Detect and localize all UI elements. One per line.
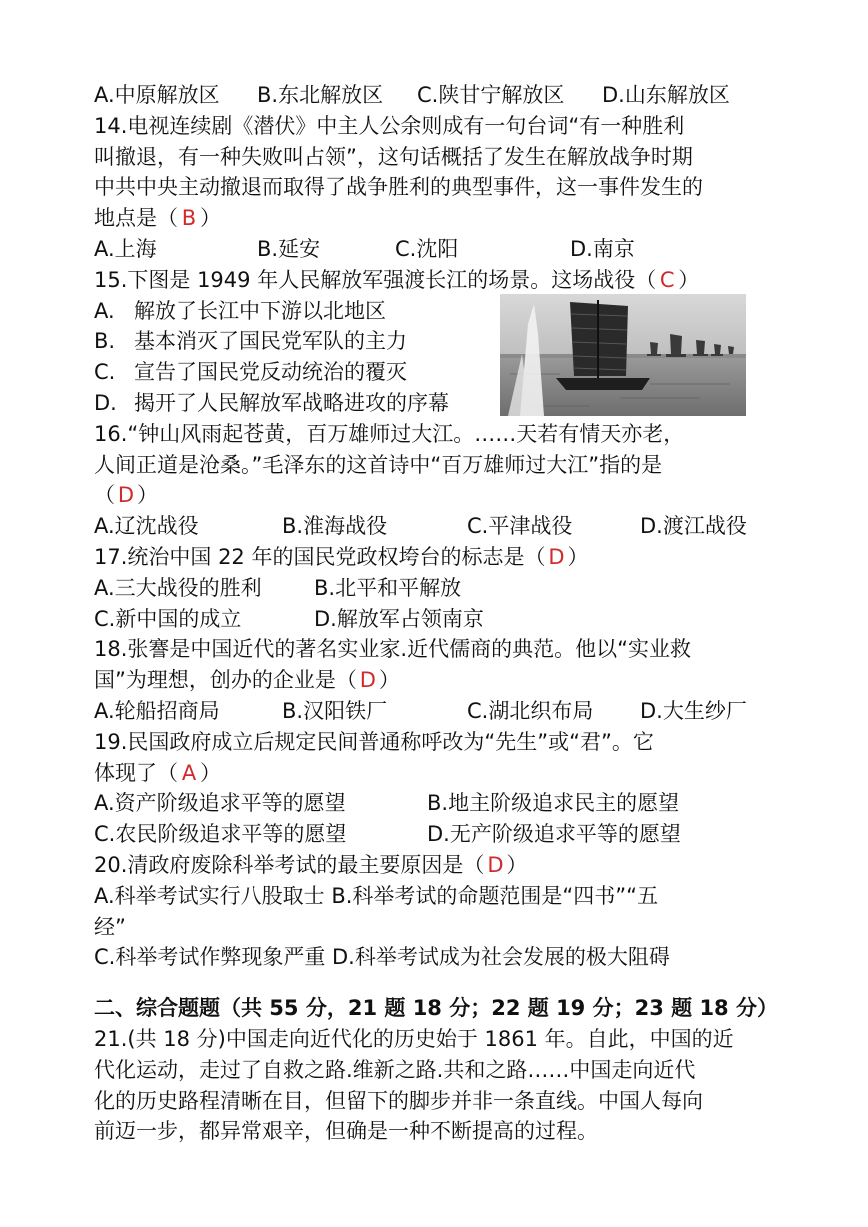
q19-options-row-1 [94,788,794,819]
q19-option-b: B.地主阶级追求民主的愿望 [427,791,680,816]
q13-option-a: A.中原解放区 [94,83,220,107]
q18-option-d: D.大生纱厂 [640,698,747,723]
q14-stem-line-1: 14.电视连续剧《潜伏》中主人公余则成有一句台词“有一种胜利 [94,113,685,138]
q16-option-c: C.平津战役 [467,514,573,539]
section-gap [94,973,794,993]
q18-stem-line-2 [94,665,794,696]
q19-option-a: A.资产阶级追求平等的愿望 [94,791,346,816]
q17-suffix: ） [567,544,589,569]
q15-option-a-text: 解放了长江中下游以北地区 [134,298,386,323]
q20-options-line-3: C.科举考试作弊现象严重 D.科举考试成为社会发展的极大阻碍 [94,945,670,970]
q16-prefix: （ [94,483,115,508]
q21-line-3: 化的历史路程清晰在目，但留下的脚步并非一条直线。中国人每向 [94,1088,703,1113]
q18-option-c: C.湖北织布局 [467,698,594,723]
q20-answer: D [487,852,504,877]
q17-option-d: D.解放军占领南京 [314,606,484,631]
q14-option-a: A.上海 [94,236,157,261]
q15-option-c-tag: C. [94,360,116,385]
q20-options-line-1: A.科举考试实行八股取士 B.科举考试的命题范围是“四书”“五 [94,883,659,908]
q21-line-1: 21.(共 18 分)中国走向近代化的历史始于 1861 年。自此，中国的近 [94,1026,734,1051]
yangtze-crossing-photo [500,294,746,416]
q14-option-c: C.沈阳 [395,236,459,261]
q16-option-d: D.渡江战役 [640,514,747,539]
q14-answer: B [181,206,197,231]
q19-stem-line-1: 19.民国政府成立后规定民间普通称呼改为“先生”或“君”。它 [94,729,654,754]
q15-option-b-text: 基本消灭了国民党军队的主力 [134,329,407,354]
q18-option-b: B.汉阳铁厂 [282,698,388,723]
q18-suffix: ） [378,668,400,693]
q17-options-row-1 [94,573,794,604]
q16-answer: D [117,483,135,508]
q15-option-c-text: 宣告了国民党反动统治的覆灭 [134,360,407,385]
q16-stem-line-3 [94,480,794,511]
q19-answer: A [181,760,197,785]
q15-option-d-text: 揭开了人民解放军战略进攻的序幕 [134,390,449,415]
q17-prefix: 17.统治中国 22 年的国民党政权垮台的标志是（ [94,544,546,569]
q19-suffix: ） [200,760,221,785]
q15-option-d-tag: D. [94,390,117,415]
q20-suffix: ） [506,852,528,877]
q20-options-line-2: 经” [94,914,126,939]
q14-option-d: D.南京 [570,236,635,261]
q14-stem-line-4 [94,203,794,234]
q14-suffix: ） [200,206,221,231]
q15-stem [94,265,794,296]
q13-option-b: B.东北解放区 [257,83,384,107]
q19-options-row-2 [94,819,794,850]
q18-answer: D [359,668,376,693]
q14-stem-line-3: 中共中央主动撤退而取得了战争胜利的典型事件，这一事件发生的 [94,175,703,200]
q17-option-c: C.新中国的成立 [94,606,242,631]
q18-stem-line-1: 18.张謇是中国近代的著名实业家.近代儒商的典范。他以“实业救 [94,637,691,662]
q16-stem-line-1: 16.“钟山风雨起苍黄，百万雄师过大江。……天若有情天亦老， [94,421,685,446]
q13-option-c: C.陕甘宁解放区 [417,83,565,107]
q15-option-b-tag: B. [94,329,116,354]
q13-options [94,80,794,111]
q19-prefix: 体现了（ [94,760,178,785]
q14-option-b: B.延安 [257,236,321,261]
q17-stem [94,542,794,573]
q14-prefix: 地点是（ [94,206,178,231]
q16-options [94,511,794,542]
q17-option-a: A.三大战役的胜利 [94,575,262,600]
q20-prefix: 20.清政府废除科举考试的最主要原因是（ [94,852,485,877]
q13-option-d: D.山东解放区 [602,83,730,107]
q21-line-2: 代化运动，走过了自救之路.维新之路.共和之路……中国走向近代 [94,1057,696,1082]
q19-option-d: D.无产阶级追求平等的愿望 [427,822,681,847]
q20-stem [94,850,794,881]
q16-option-b: B.淮海战役 [282,514,388,539]
q17-answer: D [548,544,565,569]
q15-suffix: ） [678,267,700,292]
section-heading: 二、综合题题（共 55 分，21 题 18 分；22 题 19 分；23 题 18 分） [94,996,778,1021]
q15-prefix: 15.下图是 1949 年人民解放军强渡长江的场景。这场战役（ [94,267,657,292]
q15-answer: C [659,267,675,292]
q16-suffix: ） [137,483,158,508]
q19-option-c: C.农民阶级追求平等的愿望 [94,822,347,847]
q18-prefix: 国”为理想，创办的企业是（ [94,668,357,693]
exam-page [94,80,794,1147]
q14-stem-line-2: 叫撤退，有一种失败叫占领”，这句话概括了发生在解放战争时期 [94,144,693,169]
q17-options-row-2 [94,604,794,635]
q18-option-a: A.轮船招商局 [94,698,220,723]
q15-option-a-tag: A. [94,298,115,323]
q14-options [94,234,794,265]
q19-stem-line-2 [94,758,794,789]
q16-option-a: A.辽沈战役 [94,514,199,539]
q16-stem-line-2: 人间正道是沧桑。”毛泽东的这首诗中“百万雄师过大江”指的是 [94,452,663,477]
q17-option-b: B.北平和平解放 [314,575,462,600]
q21-line-4: 前迈一步，都异常艰辛，但确是一种不断提高的过程。 [94,1119,598,1144]
q18-options [94,696,794,727]
